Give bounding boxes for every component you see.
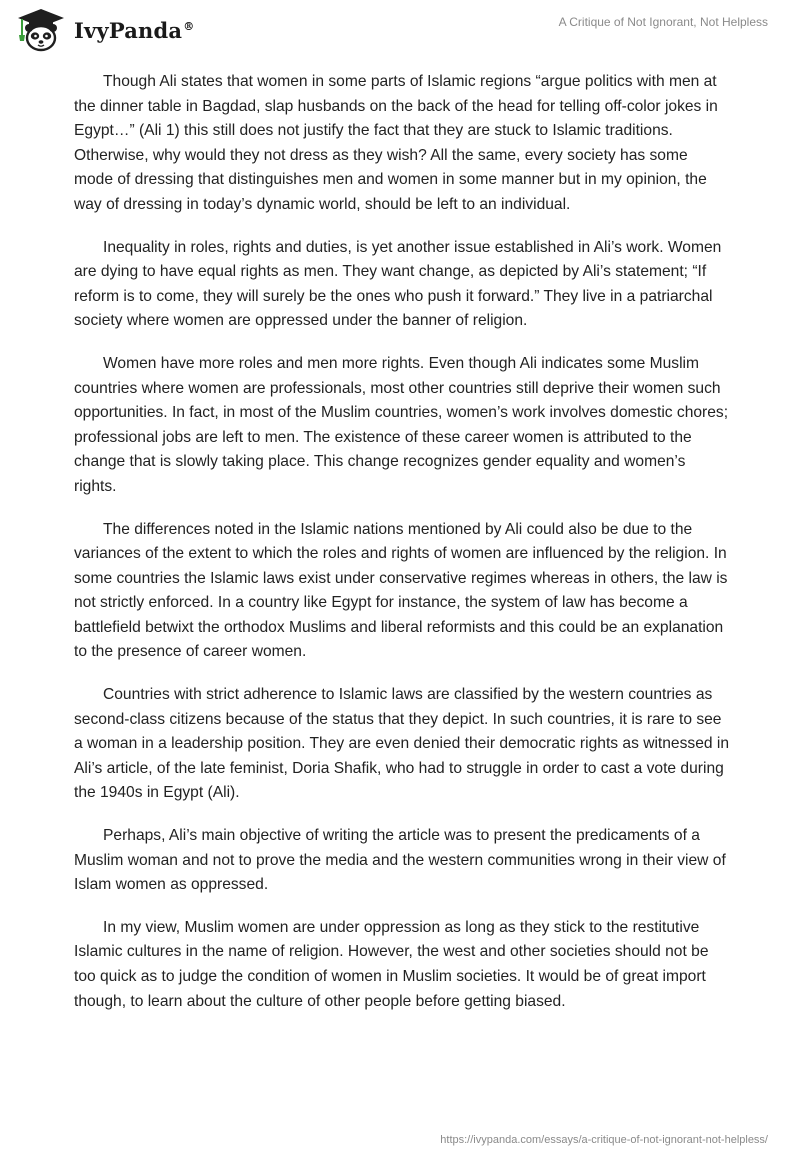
registered-mark: ®	[183, 19, 195, 33]
document-title: A Critique of Not Ignorant, Not Helpless	[558, 15, 768, 29]
essay-body	[74, 70, 730, 1032]
paragraph: Women have more roles and men more rights. Even though Ali indicates some Muslim countries where women are professionals, most other countries still deprive their women such opportunities. In fact, in most of the Muslim countries, women’s work involves domestic chores; professional jobs are left to men. The existence of these career women is attributed to the change that is slowly taking place. This change recognizes gender equality and women’s rights.	[74, 354, 729, 495]
paragraph: In my view, Muslim women are under oppression as long as they stick to the restitutive Islamic cultures in the name of religion. However, the west and other societies should not be too quick as to judge the condition of women in Muslim societies. It would be of great import though, to learn about the culture of other people before getting biased.	[74, 918, 709, 1010]
brand-name: IvyPanda®	[74, 17, 195, 43]
paragraph: Perhaps, Ali’s main objective of writing the article was to present the predicaments of a Muslim woman and not to prove the media and the western communities wrong in their view of Islam women as oppressed.	[74, 827, 726, 894]
ivypanda-logo[interactable]	[14, 6, 194, 54]
paragraph: Countries with strict adherence to Islamic laws are classified by the western countries as second-class citizens because of the status that they depict. In such countries, it is rare to see a woman in a leadership position. They are even denied their democratic rights as witnessed in Ali’s article, of the late feminist, Doria Shafik, who had to struggle in order to cast a vote during the 1940s in Egypt (Ali).	[74, 686, 730, 802]
source-url[interactable]: https://ivypanda.com/essays/a-critique-of-not-ignorant-not-helpless/	[440, 1134, 768, 1146]
paragraph: Though Ali states that women in some parts of Islamic regions “argue politics with men at the dinner table in Bagdad, slap husbands on the back of the head for telling off-color jokes in Egypt…” (Ali 1) this still does not justify the fact that they are stuck to Islamic traditions. Otherwise, why would they not dress as they wish? All the same, every society has some mode of dressing that distinguishes men and women in some manner but in my opinion, the way of dressing in today’s dynamic world, should be left to an individual.	[74, 73, 718, 213]
page-header	[0, 0, 800, 60]
paragraph: The differences noted in the Islamic nations mentioned by Ali could also be due to the variances of the extent to which the roles and rights of women are influenced by the religion. In some countries the Islamic laws exist under conservative regimes whereas in others, the law is not strictly enforced. In a country like Egypt for instance, the system of law has become a battlefield betwixt the orthodox Muslims and liberal reformists and this could be an explanation to the presence of career women.	[74, 520, 728, 661]
panda-graduation-cap-icon	[14, 7, 68, 53]
paragraph: Inequality in roles, rights and duties, is yet another issue established in Ali’s work. Women are dying to have equal rights as men. They want change, as depicted by Ali’s statement; “If reform is to come, they will surely be the ones who push it forward.” They live in a patriarchal society where women are oppressed under the banner of religion.	[74, 238, 722, 330]
